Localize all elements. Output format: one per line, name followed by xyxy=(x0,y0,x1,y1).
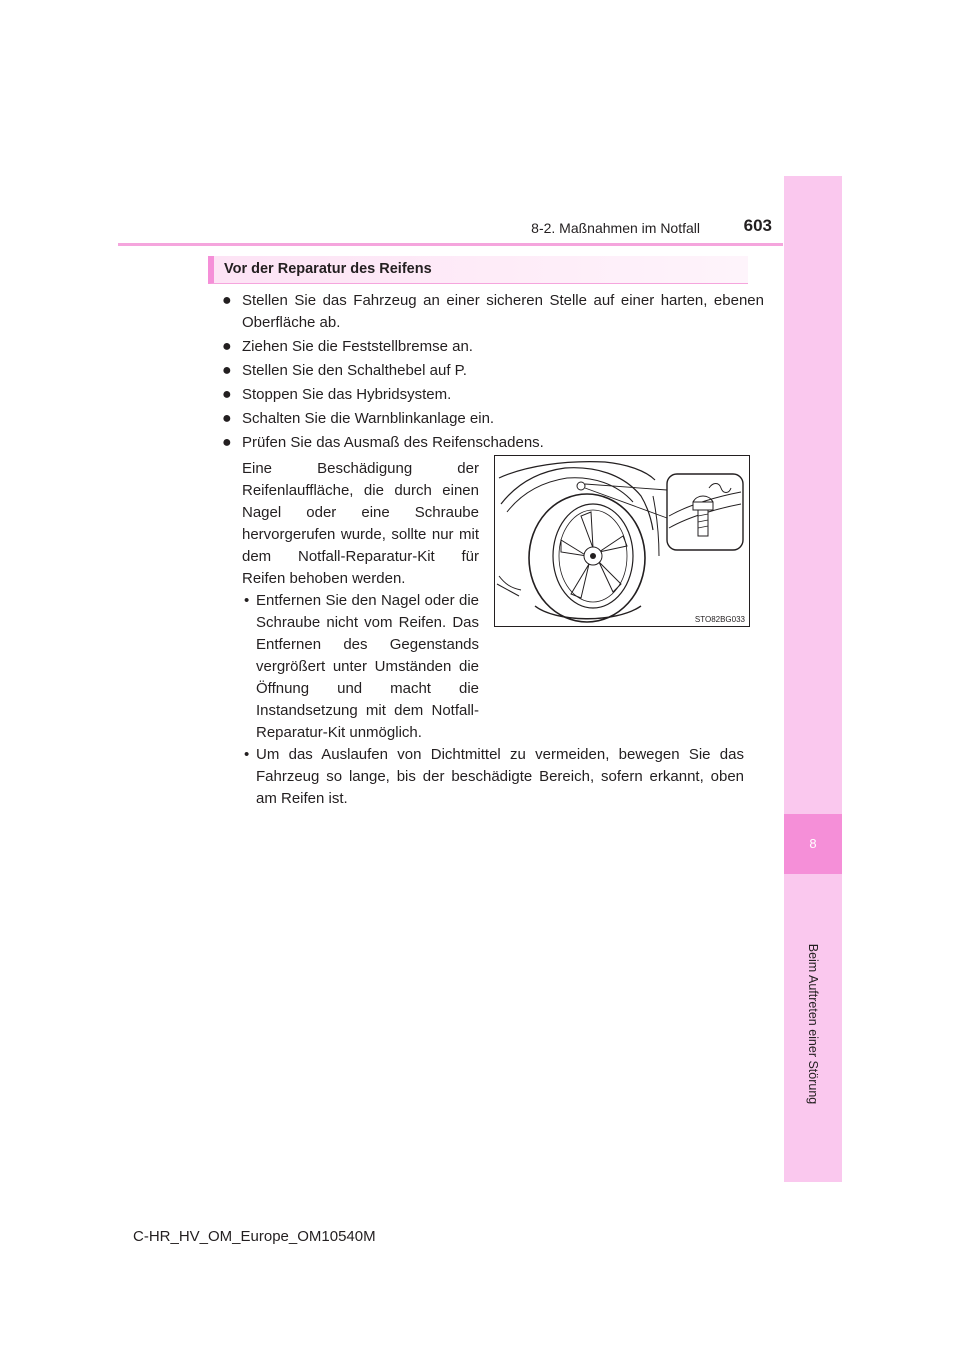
bullet-dot: ● xyxy=(222,338,232,355)
sub-item-text: Um das Auslaufen von Dichtmittel zu vermeiden, bewegen Sie das Fahrzeug so lange, bis der beschädigte Bereich, sofern erkannt, oben am Reifen ist. xyxy=(256,746,744,807)
bullet-dot: ● xyxy=(222,362,232,379)
bullet-text: Prüfen Sie das Ausmaß des Reifenschadens. xyxy=(242,434,544,451)
bullet-text: Stellen Sie den Schalthebel auf P. xyxy=(242,362,467,379)
tire-illustration xyxy=(494,455,750,627)
flat-tire-drawing xyxy=(495,456,749,626)
page-number: 603 xyxy=(743,216,772,235)
bullet-item xyxy=(222,432,762,454)
bullet-text: Stoppen Sie das Hybridsystem. xyxy=(242,386,452,403)
bullet-dot: ● xyxy=(222,386,232,403)
sub-bullet: • xyxy=(244,746,250,763)
section-heading-text: Vor der Reparatur des Reifens xyxy=(224,261,432,277)
chapter-title-tab xyxy=(784,874,842,1182)
sub-bullet: • xyxy=(244,592,250,609)
bullet-item xyxy=(222,290,762,334)
bullet-item xyxy=(222,408,762,430)
section-title: 8-2. Maßnahmen im Notfall xyxy=(531,220,700,236)
section-heading xyxy=(208,256,748,284)
bullet-dot: ● xyxy=(222,292,232,309)
bullet-item xyxy=(222,360,762,382)
damage-paragraph xyxy=(242,458,479,744)
side-tab-top xyxy=(784,176,842,814)
bullet-text: Stellen Sie das Fahrzeug an einer sicheren Stelle auf einer harten, ebenen Oberfläche ab. xyxy=(242,292,764,331)
sub-item-text: Entfernen Sie den Nagel oder die Schraube nicht vom Reifen. Das Entfernen des Gegenstands vergrößert unter Umständen die Öffnung und macht die Instandsetzung mit dem Notfall-Reparatur-Kit unmöglich. xyxy=(256,592,479,741)
document-code: C-HR_HV_OM_Europe_OM10540M xyxy=(133,1228,376,1245)
chapter-title: Beim Auftreten einer Störung xyxy=(806,943,820,1105)
bullet-text: Schalten Sie die Warnblinkanlage ein. xyxy=(242,410,495,427)
figure-code: STO82BG033 xyxy=(694,615,745,624)
bullet-item xyxy=(222,384,762,406)
bullet-dot: ● xyxy=(222,434,232,451)
sub-item xyxy=(242,590,479,744)
bullet-dot: ● xyxy=(222,410,232,427)
sub-item xyxy=(242,744,744,810)
bullet-text: Ziehen Sie die Feststellbremse an. xyxy=(242,338,473,355)
paragraph-text: Eine Beschädigung der Reifenlauffläche, die durch einen Nagel oder eine Schraube hervorgerufen wurde, sollte nur mit dem Notfall-Reparatur-Kit für Reifen behoben werden. xyxy=(242,460,479,587)
header-rule xyxy=(118,243,783,246)
bullet-item xyxy=(222,336,762,358)
chapter-number: 8 xyxy=(784,814,842,874)
